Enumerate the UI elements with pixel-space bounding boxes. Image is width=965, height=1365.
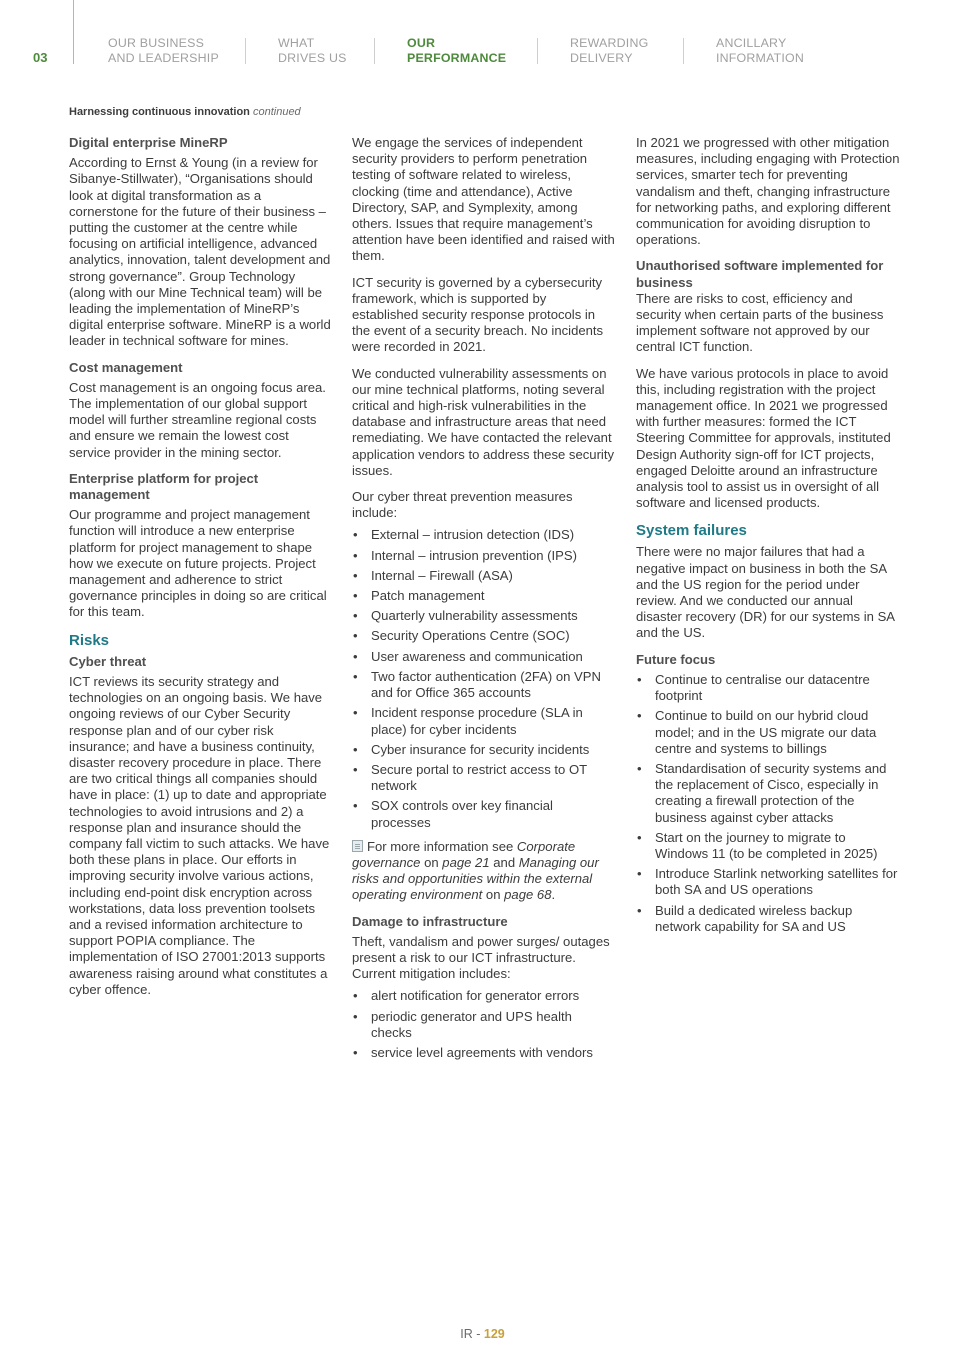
nav-label: DELIVERY [570,51,633,65]
future-focus-list [636,672,900,935]
list-item: • alert notification for generator errors [352,988,616,1004]
nav-ancillary-information[interactable] [716,36,804,66]
list-item: • Continue to build on our hybrid cloud model; and in the US migrate our data centre and systems to billings [636,708,900,757]
nav-label: INFORMATION [716,51,805,65]
column-3 [636,135,900,943]
footer-prefix: IR - [460,1327,484,1341]
paragraph-vulnerability: We conducted vulnerability assessments on our mine technical platforms, noting several critical and high-risk vulnerabilities in the database and infrastructure areas that need remediating. We have contacted the relevant application vendors to address these security issues. [352,365,615,478]
list-item: • service level agreements with vendors [352,1045,616,1061]
header-divider [73,0,74,64]
list-item: • Two factor authentication (2FA) on VPN and for Office 365 accounts [352,669,616,701]
ref-text: on [420,854,443,870]
list-item: • Continue to centralise our datacentre footprint [636,672,900,704]
list-item: • Cyber insurance for security incidents [352,742,616,758]
nav-our-performance[interactable] [407,36,506,66]
nav-separator [683,38,684,64]
cyber-measures-list [352,527,616,830]
list-item: • Introduce Starlink networking satellites for both SA and US operations [636,866,900,898]
subtitle-bold: Harnessing continuous innovation [69,106,250,118]
ref-text: and [489,854,519,870]
list-item: • Build a dedicated wireless backup network capability for SA and US [636,903,900,935]
list-item: • periodic generator and UPS health checks [352,1009,616,1041]
paragraph-ict-governance: ICT security is governed by a cybersecurity framework, which is supported by established security response protocols in the event of a security breach. No incidents were recorded in 2021. [352,274,604,355]
section-number: 03 [33,50,48,65]
list-item: • Internal – intrusion prevention (IPS) [352,548,616,564]
heading-cost-management: Cost management [69,359,183,375]
list-item: • Start on the journey to migrate to Windows 11 (to be completed in 2025) [636,830,900,862]
nav-label: ANCILLARY [716,36,787,50]
paragraph-system-failures: There were no major failures that had a negative impact on business in both the SA and the US region for the period under review. And we conducted our annual disaster recovery (DR) for our systems in SA and the US. [636,544,895,641]
ref-text: . [551,887,556,903]
heading-future-focus: Future focus [636,651,716,667]
nav-separator [537,38,538,64]
nav-rewarding-delivery[interactable] [570,36,648,66]
subtitle-continued: continued [252,106,301,118]
mitigation-list [352,988,616,1061]
heading-minerp: Digital enterprise MineRP [69,135,228,150]
paragraph-minerp: According to Ernst & Young (in a review for Sibanye-Stillwater), “Organisations should look at digital transformation as a cornerstone for the future of their business – putting the customer at the centre while focusing on artificial intelligence, advanced analytics, innovation, talent development and strong governance”. Group Technology (along with our Mine Technical team) will be leading the implementation of MineRP’s digital enterprise software. MineRP is a world leader in technical software for mines. [69,155,331,349]
nav-label: WHAT [278,36,315,50]
list-item: • Security Operations Centre (SOC) [352,628,616,644]
list-item: • Internal – Firewall (ASA) [352,568,616,584]
nav-label: REWARDING [570,36,649,50]
nav-our-business[interactable] [108,36,219,66]
nav-what-drives-us[interactable] [278,36,347,66]
nav-label: DRIVES US [278,51,347,65]
list-item: • SOX controls over key financial processes [352,798,616,830]
list-item: • Standardisation of security systems and the replacement of Cisco, especially in creating a firewall protection of the business against cyber attacks [636,761,900,826]
cross-reference [352,839,616,904]
page-footer [0,1327,965,1341]
ref-link-managing-risks[interactable]: Managing our risks and opportunities within the external operating environment [352,854,599,903]
heading-unauthorised-software: Unauthorised software implemented for business [636,258,884,290]
column-2 [352,135,616,1069]
list-item: • Patch management [352,588,616,604]
paragraph-enterprise-platform: Our programme and project management function will introduce a new enterprise platform for project management to shape how we execute on future projects. Project management and adherence to strict governance principles in doing so are critical for this team. [69,507,327,620]
list-item: • User awareness and communication [352,649,616,665]
page-number: 129 [483,1327,505,1341]
list-item: • Incident response procedure (SLA in place) for cyber incidents [352,705,616,737]
heading-risks: Risks [69,631,110,649]
list-item: • Secure portal to restrict access to OT network [352,762,616,794]
heading-system-failures: System failures [636,522,747,540]
paragraph-security-providers: We engage the services of independent security providers to perform penetration testing of software related to wireless, clocking (time and attendance), Active Directory, SAP, and Symplexity, among others. Issues that require management’s attention have been identified and raised with them. [352,135,615,264]
list-item: • External – intrusion detection (IDS) [352,527,616,543]
nav-separator [374,38,375,64]
ref-link-page-21[interactable]: page 21 [442,854,490,870]
paragraph-damage-infrastructure: Theft, vandalism and power surges/ outages present a risk to our ICT infrastructure. Current mitigation includes: [352,933,610,982]
paragraph-cyber-threat: ICT reviews its security strategy and technologies on an ongoing basis. We have ongoing reviews of our Cyber Security response plan and of our cyber risk insurance; and have a business continuity, disaster recovery procedure in place. There are two critical things all companies should have in place: (1) up to date and appropriate technologies to avoid intrusions and 2) a response plan and insurance should the company fall victim to such attacks. We have both these plans in place. Our efforts in improving security involve various actions, including end-point disk encryption across workstations, data loss prevention toolsets and a revised information architecture to support POPIA compliance. The implementation of ISO 27001:2013 supports awareness raising around what constitutes a cyber offence. [69,673,330,997]
heading-enterprise-platform: Enterprise platform for project management [69,470,259,503]
paragraph-unauthorised-software: There are risks to cost, efficiency and security when certain parts of the business implement software not approved by our central ICT function. [636,290,884,355]
list-item: • Quarterly vulnerability assessments [352,608,616,624]
nav-label: OUR [407,36,436,50]
paragraph-protocols: We have various protocols in place to avoid this, including registration with the project management office. In 2021 we progressed with further measures: formed the ICT Steering Committee for approvals, instituted Design Authority sign-off for ICT projects, engaged Deloitte around an infrastructure analysis tool to assist us in oversight of all software and licensed products. [636,365,891,511]
heading-damage-infrastructure: Damage to infrastructure [352,913,508,929]
ref-link-page-68[interactable]: page 68 [504,887,552,903]
document-icon [352,840,363,852]
nav-label: AND LEADERSHIP [108,51,219,65]
nav-label: PERFORMANCE [407,51,507,65]
paragraph-mitigation-progress: In 2021 we progressed with other mitigation measures, including engaging with Protection services, smarter tech for preventing vandalism and theft, changing infrastructure for networking paths, and exploring different communication for avoiding disruption to operations. [636,135,900,248]
nav-separator [245,38,246,64]
heading-cyber-threat: Cyber threat [69,653,147,669]
ref-link-corporate-governance[interactable]: Corporate governance [352,838,576,870]
nav-label: OUR BUSINESS [108,36,205,50]
paragraph-cost-management: Cost management is an ongoing focus area. The implementation of our global support model will further streamline regional costs and ensure we remain the lowest cost service provider in the mining sector. [69,379,326,460]
page-subtitle [69,106,301,118]
ref-text: on [482,887,505,903]
column-1 [69,135,331,1008]
paragraph-measures-intro: Our cyber threat prevention measures include: [352,489,573,521]
ref-text: For more information see [367,838,517,854]
